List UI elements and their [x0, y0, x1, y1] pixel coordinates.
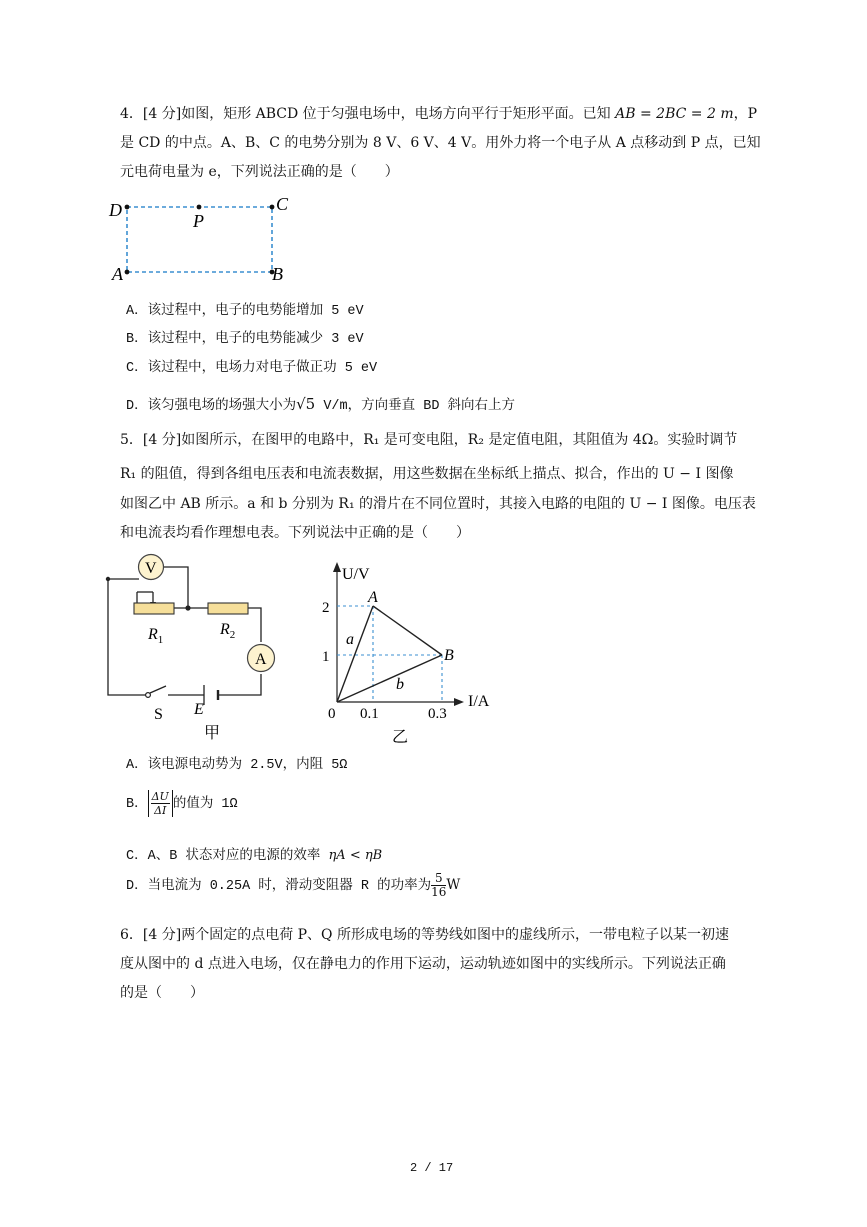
- q5-ui-graph: [318, 556, 502, 746]
- q5-stem-line2: R₁ 的阻值，得到各组电压表和电流表数据，用这些数据在坐标纸上描点、拟合，作出的 U − I 图像: [120, 466, 734, 482]
- q5-option-c: C．A、B 状态对应的电源的效率 ηA < ηB: [126, 848, 383, 864]
- label-c: C: [276, 194, 289, 214]
- line-ab: [373, 606, 442, 655]
- switch-icon: [146, 693, 151, 698]
- tick-y1: 1: [322, 649, 330, 665]
- r2-label: $R_2$: [220, 621, 236, 641]
- resistor-r1: [134, 603, 174, 614]
- q6-stem-line2: 度从图中的 d 点进入电场，仅在静电力的作用下运动，运动轨迹如图中的实线所示。下列说法正确: [120, 956, 726, 972]
- label-a: A: [112, 264, 123, 284]
- q4-option-c: C．该过程中，电场力对电子做正功 5 eV: [126, 361, 378, 376]
- graph-caption: 乙: [392, 729, 409, 746]
- q4-stem-line3: 元电荷电量为 e，下列说法正确的是（ ）: [120, 164, 399, 180]
- emf-label: E: [194, 701, 204, 718]
- point-c: [270, 205, 275, 210]
- efficiency-expr: ηA < ηB: [328, 848, 383, 863]
- point-a: [125, 270, 130, 275]
- q5-option-a: A．该电源电动势为 2.5V，内阻 5Ω: [126, 758, 348, 773]
- origin-label: 0: [328, 706, 336, 722]
- circuit-caption: 甲: [204, 725, 221, 742]
- switch-label: S: [154, 706, 163, 723]
- page-number: 2 / 17: [410, 1161, 454, 1175]
- q5-option-d: D．当电流为 0.25A 时，滑动变阻器 R 的功率为 $\frac{5}{16}$ W: [126, 871, 461, 899]
- q5-circuit-figure: [96, 552, 286, 744]
- q5-stem-line4: 和电流表均看作理想电表。下列说法中正确的是（ ）: [120, 525, 470, 541]
- ammeter-label: A: [255, 651, 267, 668]
- label-p: P: [193, 211, 204, 231]
- q5-stem-line3: 如图乙中 AB 所示。a 和 b 分别为 R₁ 的滑片在不同位置时，其接入电路的电阻的 U − I 图像。电压表: [120, 496, 756, 512]
- line-b-label: b: [396, 676, 404, 693]
- q5-stem-line1: 5．[4 分]如图所示，在图甲的电路中，R₁ 是可变电阻，R₂ 是定值电阻，其阻值为 4Ω。实验时调节: [120, 432, 738, 448]
- q4-option-b: B．该过程中，电子的电势能减少 3 eV: [126, 332, 364, 347]
- q4-stem-line1: 4．[4 分]如图，矩形 ABCD 位于匀强电场中，电场方向平行于矩形平面。已知 AB = 2BC = 2 m，P: [120, 106, 758, 122]
- q6-stem-line1: 6．[4 分]两个固定的点电荷 P、Q 所形成电场的等势线如图中的虚线所示，一带电粒子以某一初速: [120, 927, 729, 943]
- tick-x01: 0.1: [360, 706, 379, 722]
- point-b-label: B: [444, 647, 454, 664]
- q4-option-d: D．该匀强电场的场强大小为√5 V/m，方向垂直 BD 斜向右上方: [126, 395, 516, 414]
- q4-given-eq: AB = 2BC = 2 m: [615, 106, 734, 122]
- label-d: D: [109, 200, 122, 220]
- tick-y2: 2: [322, 600, 330, 616]
- q4-option-a: A．该过程中，电子的电势能增加 5 eV: [126, 304, 364, 319]
- line-a-label: a: [346, 631, 354, 648]
- point-p: [197, 205, 202, 210]
- q5-option-b: B． $\frac{\Delta U}{\Delta I}$ 的值为 1Ω: [126, 790, 238, 817]
- line-b: [337, 655, 442, 702]
- r1-label: $R_1$: [148, 626, 164, 646]
- point-a-label: A: [368, 589, 378, 606]
- y-axis-label: U/V: [342, 566, 370, 583]
- voltmeter-label: V: [145, 560, 157, 577]
- q4-stem-line2: 是 CD 的中点。A、B、C 的电势分别为 8 V、6 V、4 V。用外力将一个电子从 A 点移动到 P 点，已知: [120, 135, 761, 151]
- tick-x03: 0.3: [428, 706, 447, 722]
- resistor-r2: [208, 603, 248, 614]
- q6-stem-line3: 的是（ ）: [120, 985, 204, 1001]
- q4-rectangle-figure: [104, 190, 304, 286]
- point-d: [125, 205, 130, 210]
- label-b: B: [272, 264, 283, 284]
- x-axis-label: I/A: [468, 693, 490, 710]
